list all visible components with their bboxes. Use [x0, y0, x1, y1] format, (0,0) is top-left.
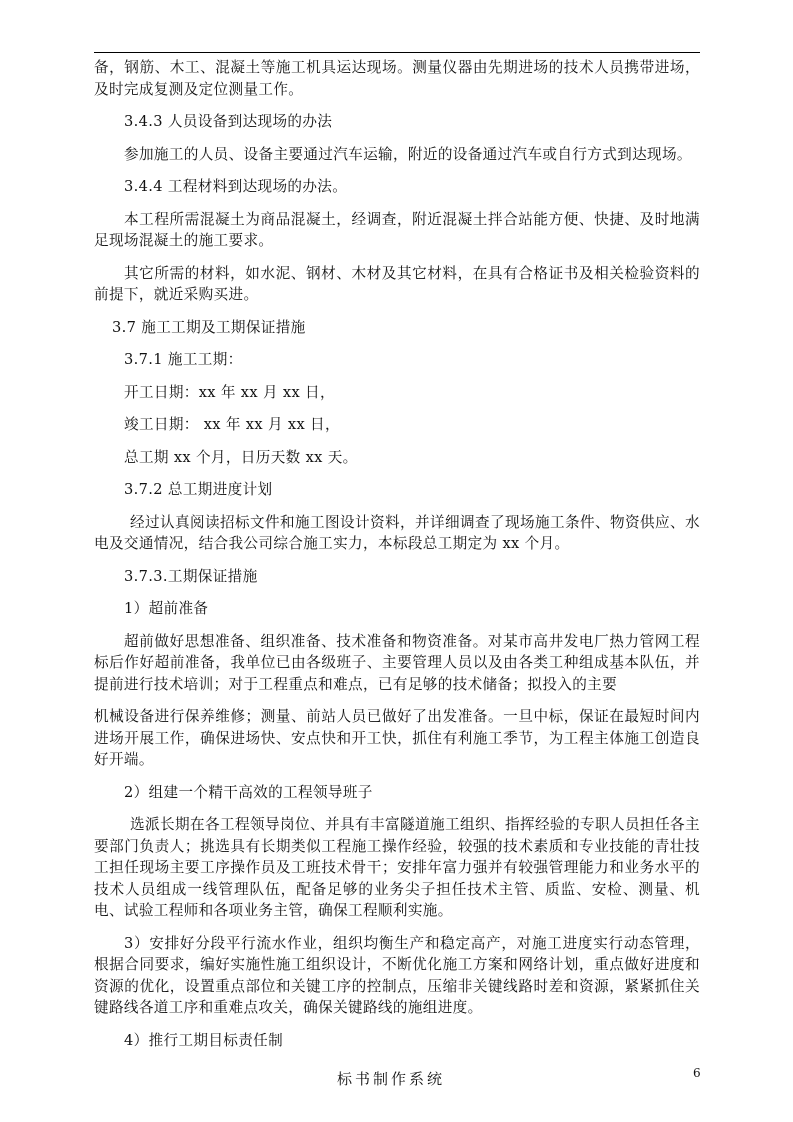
list-item-3: 3）安排好分段平行流水作业，组织均衡生产和稳定高产，对施工进度实行动态管理，根据合同要求，编好实施性施工组织设计，不断优化施工方案和网络计划，重点做好进度和资源的优化，设置重点部位和关键工序的控制点，压缩非关键线路时差和资源，紧紧抓住关键路线各道工序和重难点攻关，确保关键路线的施组进度。	[94, 934, 700, 1016]
header-rule	[94, 52, 700, 53]
footer-text: 标书制作系统	[337, 1070, 446, 1088]
subheading-3-7-1: 3.7.1 施工工期：	[124, 351, 243, 368]
list-item-4-heading: 4）推行工期目标责任制	[124, 1031, 284, 1049]
total-duration: 总工期 xx 个月，日历天数 xx 天。	[124, 448, 358, 466]
page-number: 6	[693, 1066, 701, 1080]
paragraph: 选派长期在各工程领导岗位、并具有丰富隧道施工组织、指挥经验的专职人员担任各主要部门负责人；挑选具有长期类似工程施工操作经验，较强的技术素质和专业技能的青壮技工担任现场主要工序操作员及工班技术骨干；安排年富力强并有较强管理能力和业务水平的技术人员组成一线管理队伍，配备足够的业务尖子担任技术主管、质监、安检、测量、机电、试验工程师和各项业务主管，确保工程顺利实施。	[94, 816, 700, 919]
end-date: 竣工日期： xx 年 xx 月 xx 日，	[124, 416, 340, 433]
paragraph: 参加施工的人员、设备主要通过汽车运输，附近的设备通过汽车或自行方式到达现场。	[124, 145, 692, 163]
subheading-3-7-2: 3.7.2 总工期进度计划	[124, 481, 273, 498]
subheading-3-4-4: 3.4.4 工程材料到达现场的办法。	[124, 178, 348, 195]
list-item-2-heading: 2）组建一个精干高效的工程领导班子	[124, 783, 373, 801]
subheading-3-7-3: 3.7.3.工期保证措施	[124, 567, 258, 585]
start-date: 开工日期：xx 年 xx 月 xx 日，	[124, 383, 335, 401]
paragraph-continuation: 机械设备进行保养维修；测量、前站人员已做好了出发准备。一旦中标，保证在最短时间内进场开展工作，确保进场快、安点快和开工快，抓住有利施工季节，为工程主体施工创造良好开端。	[94, 708, 700, 768]
paragraph: 超前做好思想准备、组织准备、技术准备和物资准备。对某市高井发电厂热力管网工程标后作好超前准备，我单位已由各级班子、主要管理人员以及由各类工种组成基本队伍，并提前进行技术培训；对于工程重点和难点，已有足够的技术储备；拟投入的主要	[94, 632, 700, 693]
heading-3-7: 3.7 施工工期及工期保证措施	[112, 318, 306, 336]
subheading-3-4-3: 3.4.3 人员设备到达现场的办法	[124, 113, 333, 130]
paragraph-continuation: 备，钢筋、木工、混凝土等施工机具运达现场。测量仪器由先期进场的技术人员携带进场，及时完成复测及定位测量工作。	[94, 59, 700, 98]
list-item-1-heading: 1）超前准备	[124, 600, 209, 617]
paragraph: 本工程所需混凝土为商品混凝土，经调查，附近混凝土拌合站能方便、快捷、及时地满足现场混凝土的施工要求。	[94, 210, 700, 249]
document-body	[94, 57, 700, 1051]
paragraph: 经过认真阅读招标文件和施工图设计资料，并详细调查了现场施工条件、物资供应、水电及交通情况，结合我公司综合施工实力，本标段总工期定为 xx 个月。	[94, 513, 700, 552]
paragraph: 其它所需的材料，如水泥、钢材、木材及其它材料，在具有合格证书及相关检验资料的前提下，就近采购买进。	[94, 264, 700, 303]
